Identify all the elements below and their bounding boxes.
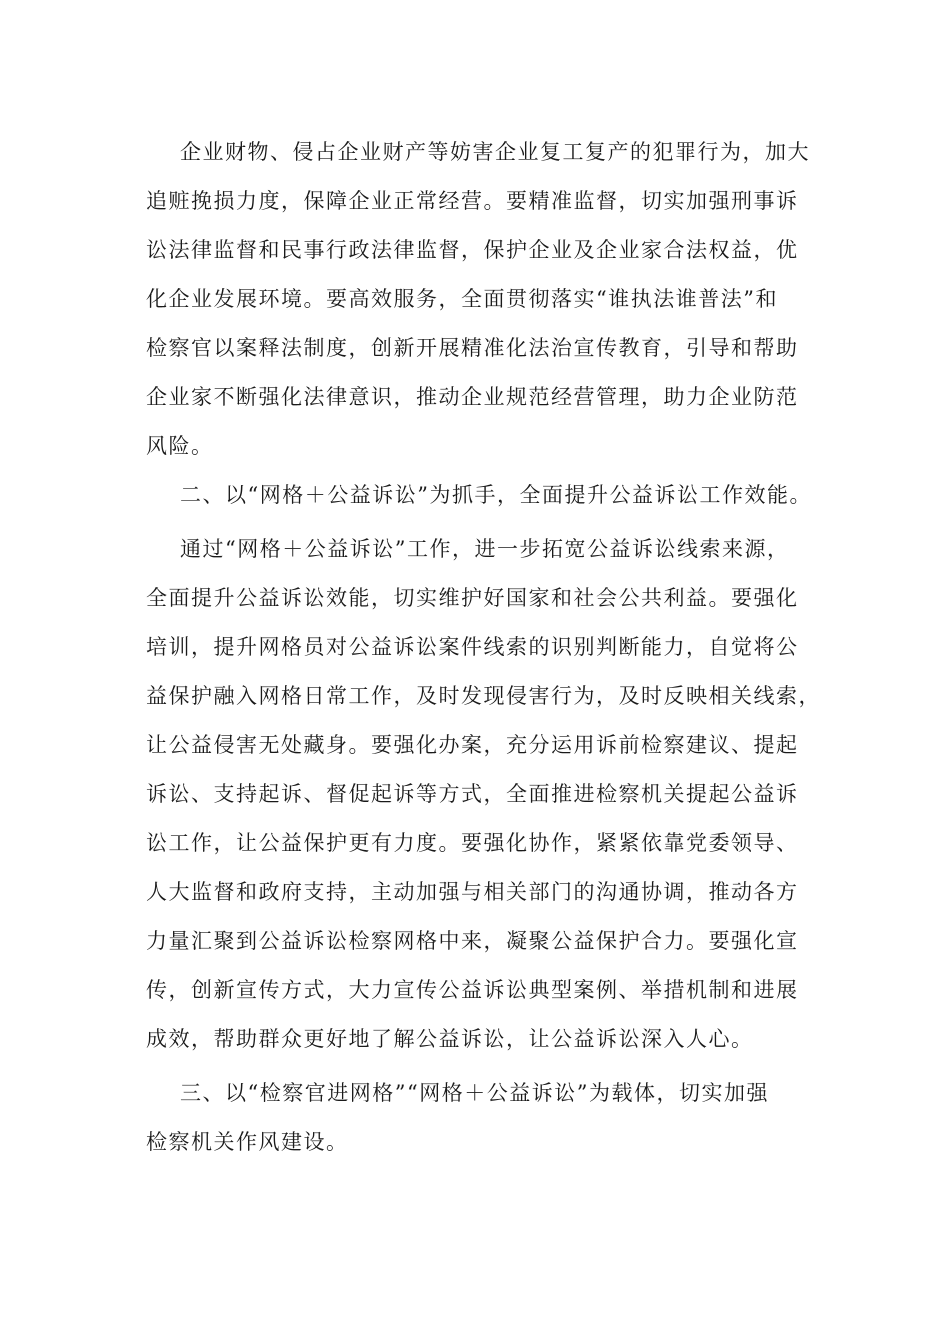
text-line: 成效，帮助群众更好地了解公益诉讼，让公益诉讼深入人心。: [146, 1027, 754, 1051]
text-line: 讼法律监督和民事行政法律监督，保护企业及企业家合法权益，优: [146, 238, 799, 262]
text-line: 传，创新宣传方式，大力宣传公益诉讼典型案例、举措机制和进展: [146, 978, 799, 1002]
text-line: 人大监督和政府支持，主动加强与相关部门的沟通协调，推动各方: [146, 880, 799, 904]
text-line: 培训，提升网格员对公益诉讼案件线索的识别判断能力，自觉将公: [146, 635, 799, 659]
text-line: 诉讼、支持起诉、督促起诉等方式，全面推进检察机关提起公益诉: [146, 782, 799, 806]
text-line: 全面提升公益诉讼效能，切实维护好国家和社会公共利益。要强化: [146, 586, 799, 610]
text-line: 让公益侵害无处藏身。要强化办案，充分运用诉前检察建议、提起: [146, 733, 799, 757]
section-heading-2: 二、以“网格＋公益诉讼”为抓手，全面提升公益诉讼工作效能。: [180, 483, 812, 507]
text-line: 企业财物、侵占企业财产等妨害企业复工复产的犯罪行为，加大: [180, 140, 810, 164]
text-line: 检察机关作风建设。: [146, 1130, 349, 1154]
text-line: 企业家不断强化法律意识，推动企业规范经营管理，助力企业防范: [146, 385, 799, 409]
text-line: 化企业发展环境。要高效服务，全面贯彻落实“谁执法谁普法”和: [146, 287, 778, 311]
text-line: 通过“网格＋公益诉讼”工作，进一步拓宽公益诉讼线索来源，: [180, 537, 790, 561]
text-line: 风险。: [146, 434, 214, 458]
text-line: 益保护融入网格日常工作，及时发现侵害行为，及时反映相关线索，: [146, 684, 821, 708]
text-line: 讼工作，让公益保护更有力度。要强化协作，紧紧依靠党委领导、: [146, 831, 799, 855]
text-line: 追赃挽损力度，保障企业正常经营。要精准监督，切实加强刑事诉: [146, 189, 799, 213]
text-line: 检察官以案释法制度，创新开展精准化法治宣传教育，引导和帮助: [146, 336, 799, 360]
section-heading-3: 三、以“检察官进网格”“网格＋公益诉讼”为载体，切实加强: [180, 1081, 769, 1105]
text-line: 力量汇聚到公益诉讼检察网格中来，凝聚公益保护合力。要强化宣: [146, 929, 799, 953]
